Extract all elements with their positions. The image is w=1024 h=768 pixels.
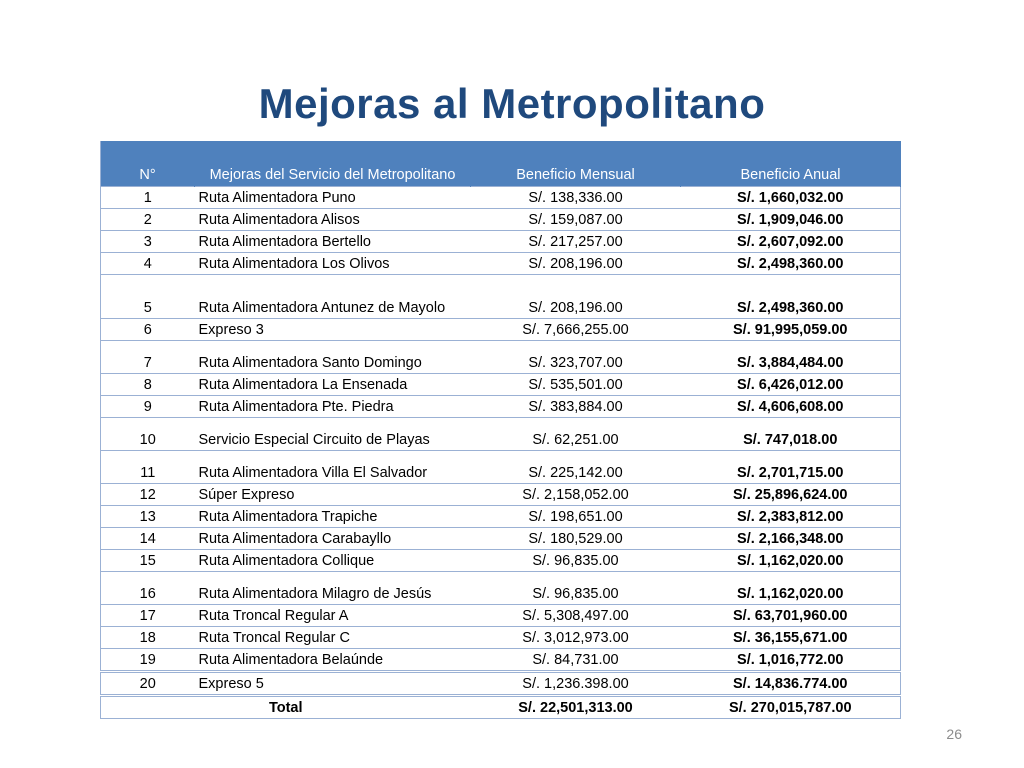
row-number: 1	[101, 187, 195, 209]
row-annual: S/. 2,383,812.00	[681, 506, 901, 528]
row-annual: S/. 2,498,360.00	[681, 253, 901, 275]
total-monthly: S/. 22,501,313.00	[471, 696, 681, 719]
row-monthly: S/. 3,012,973.00	[471, 627, 681, 649]
row-annual: S/. 2,498,360.00	[681, 275, 901, 319]
table-row	[101, 396, 901, 418]
row-monthly: S/. 159,087.00	[471, 209, 681, 231]
row-monthly: S/. 62,251.00	[471, 418, 681, 451]
row-monthly: S/. 208,196.00	[471, 253, 681, 275]
table-row	[101, 418, 901, 451]
row-monthly: S/. 180,529.00	[471, 528, 681, 550]
row-monthly: S/. 383,884.00	[471, 396, 681, 418]
row-service: Ruta Alimentadora Trapiche	[195, 506, 471, 528]
row-service: Ruta Alimentadora Villa El Salvador	[195, 451, 471, 484]
row-monthly: S/. 96,835.00	[471, 572, 681, 605]
row-service: Ruta Alimentadora Antunez de Mayolo	[195, 275, 471, 319]
row-service: Ruta Troncal Regular A	[195, 605, 471, 627]
row-annual: S/. 2,166,348.00	[681, 528, 901, 550]
row-annual: S/. 2,701,715.00	[681, 451, 901, 484]
row-number: 9	[101, 396, 195, 418]
row-annual: S/. 747,018.00	[681, 418, 901, 451]
table-row	[101, 374, 901, 396]
row-service: Ruta Alimentadora Pte. Piedra	[195, 396, 471, 418]
table-row	[101, 572, 901, 605]
row-annual: S/. 63,701,960.00	[681, 605, 901, 627]
header-number: N°	[101, 141, 195, 187]
table-row	[101, 672, 901, 696]
row-monthly: S/. 225,142.00	[471, 451, 681, 484]
table-row	[101, 451, 901, 484]
row-annual: S/. 4,606,608.00	[681, 396, 901, 418]
row-service: Ruta Alimentadora La Ensenada	[195, 374, 471, 396]
row-annual: S/. 36,155,671.00	[681, 627, 901, 649]
row-monthly: S/. 5,308,497.00	[471, 605, 681, 627]
row-service: Ruta Troncal Regular C	[195, 627, 471, 649]
row-number: 3	[101, 231, 195, 253]
row-annual: S/. 3,884,484.00	[681, 341, 901, 374]
row-annual: S/. 91,995,059.00	[681, 319, 901, 341]
table-row	[101, 341, 901, 374]
row-annual: S/. 1,660,032.00	[681, 187, 901, 209]
row-number: 19	[101, 649, 195, 672]
page-number: 26	[946, 726, 962, 742]
row-annual: S/. 1,909,046.00	[681, 209, 901, 231]
row-monthly: S/. 323,707.00	[471, 341, 681, 374]
row-service: Expreso 5	[195, 672, 471, 696]
table-row	[101, 484, 901, 506]
row-service: Ruta Alimentadora Santo Domingo	[195, 341, 471, 374]
row-service: Ruta Alimentadora Alisos	[195, 209, 471, 231]
row-service: Ruta Alimentadora Carabayllo	[195, 528, 471, 550]
row-number: 18	[101, 627, 195, 649]
row-annual: S/. 14,836.774.00	[681, 672, 901, 696]
row-monthly: S/. 7,666,255.00	[471, 319, 681, 341]
row-number: 17	[101, 605, 195, 627]
row-annual: S/. 1,162,020.00	[681, 572, 901, 605]
row-service: Súper Expreso	[195, 484, 471, 506]
row-number: 20	[101, 672, 195, 696]
slide-title: Mejoras al Metropolitano	[258, 80, 766, 127]
total-annual: S/. 270,015,787.00	[681, 696, 901, 719]
row-monthly: S/. 1,236.398.00	[471, 672, 681, 696]
row-service: Ruta Alimentadora Belaúnde	[195, 649, 471, 672]
row-number: 7	[101, 341, 195, 374]
row-number: 13	[101, 506, 195, 528]
row-service: Ruta Alimentadora Bertello	[195, 231, 471, 253]
row-annual: S/. 6,426,012.00	[681, 374, 901, 396]
table-row	[101, 187, 901, 209]
row-annual: S/. 25,896,624.00	[681, 484, 901, 506]
header-annual: Beneficio Anual	[681, 141, 901, 187]
row-monthly: S/. 2,158,052.00	[471, 484, 681, 506]
row-annual: S/. 2,607,092.00	[681, 231, 901, 253]
table-row	[101, 253, 901, 275]
benefits-table	[100, 141, 901, 719]
row-number: 16	[101, 572, 195, 605]
table-row	[101, 528, 901, 550]
row-monthly: S/. 198,651.00	[471, 506, 681, 528]
total-row	[101, 696, 901, 719]
header-monthly: Beneficio Mensual	[471, 141, 681, 187]
row-monthly: S/. 84,731.00	[471, 649, 681, 672]
table-row	[101, 231, 901, 253]
row-number: 5	[101, 275, 195, 319]
row-monthly: S/. 138,336.00	[471, 187, 681, 209]
row-monthly: S/. 535,501.00	[471, 374, 681, 396]
table-row	[101, 627, 901, 649]
row-number: 4	[101, 253, 195, 275]
table-row	[101, 605, 901, 627]
row-annual: S/. 1,016,772.00	[681, 649, 901, 672]
header-service: Mejoras del Servicio del Metropolitano	[195, 141, 471, 187]
row-service: Servicio Especial Circuito de Playas	[195, 418, 471, 451]
row-service: Ruta Alimentadora Los Olivos	[195, 253, 471, 275]
row-number: 10	[101, 418, 195, 451]
row-service: Expreso 3	[195, 319, 471, 341]
row-service: Ruta Alimentadora Milagro de Jesús	[195, 572, 471, 605]
table-row	[101, 550, 901, 572]
row-number: 11	[101, 451, 195, 484]
row-number: 14	[101, 528, 195, 550]
table-header-row	[101, 141, 901, 187]
row-service: Ruta Alimentadora Collique	[195, 550, 471, 572]
table-row	[101, 649, 901, 672]
row-number: 12	[101, 484, 195, 506]
row-number: 15	[101, 550, 195, 572]
row-number: 2	[101, 209, 195, 231]
table-row	[101, 209, 901, 231]
row-monthly: S/. 217,257.00	[471, 231, 681, 253]
row-monthly: S/. 208,196.00	[471, 275, 681, 319]
row-annual: S/. 1,162,020.00	[681, 550, 901, 572]
row-number: 8	[101, 374, 195, 396]
row-monthly: S/. 96,835.00	[471, 550, 681, 572]
row-number: 6	[101, 319, 195, 341]
table-row	[101, 506, 901, 528]
total-label: Total	[101, 696, 471, 719]
row-service: Ruta Alimentadora Puno	[195, 187, 471, 209]
table-row	[101, 275, 901, 319]
table-row	[101, 319, 901, 341]
